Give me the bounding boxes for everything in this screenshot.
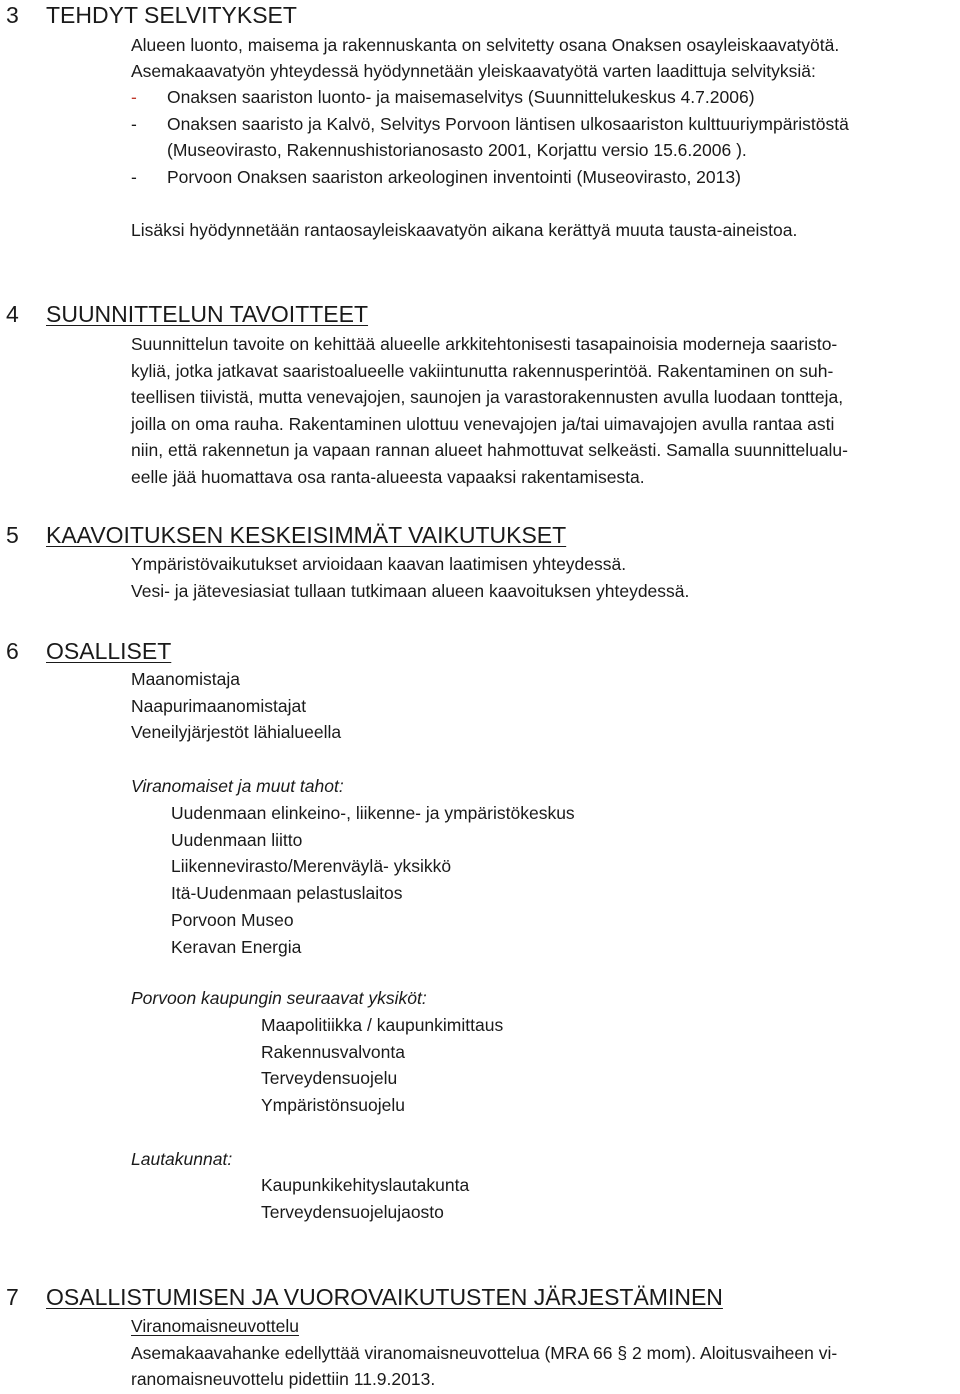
s3-list-item-3	[131, 164, 741, 191]
s3-intro-line-2: Asemakaavatyön yhteydessä hyödynnetään yleiskaavatyötä varten laadittuja selvityksiä:	[131, 61, 816, 81]
list-dash: -	[131, 114, 137, 134]
s6-units-list	[261, 1012, 503, 1119]
s4-line-6: eelle jää huomattava osa ranta-alueesta vapaaksi rakentamisesta.	[131, 467, 645, 487]
section-5-heading	[6, 521, 566, 549]
s4-line-3: teellisen tiivistä, mutta venevajojen, saunojen ja varastorakennusten avulla luodaan tontteja,	[131, 387, 844, 407]
list-item: Porvoon Museo	[171, 909, 294, 930]
s6-units-label: Porvoon kaupungin seuraavat yksiköt:	[131, 988, 427, 1008]
list-item: Kaupunkikehityslautakunta	[261, 1175, 470, 1195]
section-4-title: SUUNNITTELUN TAVOITTEET	[46, 301, 369, 327]
list-item: Uudenmaan elinkeino-, liikenne- ja ympäristökeskus	[171, 803, 575, 823]
s3-list-item-1	[131, 84, 755, 111]
list-item: Maanomistaja	[131, 669, 240, 689]
s7-subheading: Viranomaisneuvottelu	[131, 1316, 299, 1336]
section-7-number: 7	[6, 1284, 19, 1310]
section-3-heading	[6, 1, 297, 29]
s7-line-2: ranomaisneuvottelu pidettiin 11.9.2013.	[131, 1369, 436, 1389]
s6-boards-label: Lautakunnat:	[131, 1149, 233, 1169]
section-3-title: TEHDYT SELVITYKSET	[46, 2, 297, 28]
list-item: Terveydensuojelujaosto	[261, 1201, 444, 1222]
list-item-text: Onaksen saariston luonto- ja maisemaselvitys (Suunnittelukeskus 4.7.2006)	[167, 87, 755, 107]
s4-line-2: kyliä, jotka jatkavat saaristoalueelle vakiintunutta rakennusperintöä. Rakentaminen on suh-	[131, 361, 834, 381]
list-item: Itä-Uudenmaan pelastuslaitos	[171, 883, 403, 904]
section-6-heading	[6, 637, 171, 665]
s3-extra-note: Lisäksi hyödynnetään rantaosayleiskaavatyön aikana kerättyä muuta tausta-aineistoa.	[131, 220, 798, 240]
list-item: Keravan Energia	[171, 936, 302, 957]
section-5-number: 5	[6, 522, 19, 548]
section-6-number: 6	[6, 638, 19, 664]
s3-list-item-2-cont: (Museovirasto, Rakennushistorianosasto 2001, Korjattu versio 15.6.2006 ).	[167, 140, 747, 160]
s6-authorities-label: Viranomaiset ja muut tahot:	[131, 776, 344, 796]
s3-list-item-2	[131, 111, 849, 138]
list-item: Liikennevirasto/Merenväylä- yksikkö	[171, 856, 452, 877]
list-item-text: Porvoon Onaksen saariston arkeologinen inventointi (Museovirasto, 2013)	[167, 167, 741, 187]
s6-stakeholder-list	[131, 666, 341, 746]
list-item: Veneilyjärjestöt lähialueella	[131, 722, 342, 743]
section-7-heading	[6, 1283, 723, 1311]
section-3-number: 3	[6, 2, 19, 28]
s4-line-5: niin, että rakennetun ja vapaan rannan alueet hahmottuvat selkeästi. Samalla suunnittelualu-	[131, 440, 848, 460]
s5-line-2: Vesi- ja jätevesiasiat tullaan tutkimaan alueen kaavoituksen yhteydessä.	[131, 581, 690, 601]
list-dash: -	[131, 87, 137, 107]
section-5-title: KAAVOITUKSEN KESKEISIMMÄT VAIKUTUKSET	[46, 522, 567, 548]
section-6-title: OSALLISET	[46, 638, 172, 664]
section-7-title: OSALLISTUMISEN JA VUOROVAIKUTUSTEN JÄRJESTÄMINEN	[46, 1284, 723, 1310]
list-item: Uudenmaan liitto	[171, 829, 303, 850]
list-item: Maapolitiikka / kaupunkimittaus	[261, 1015, 504, 1035]
s4-line-4: joilla on oma rauha. Rakentaminen ulottuu venevajojen ja/tai uimavajojen avulla rantaa asti	[131, 414, 835, 434]
list-item: Naapurimaanomistajat	[131, 695, 307, 716]
s3-intro-line-1: Alueen luonto, maisema ja rakennuskanta on selvitetty osana Onaksen osayleiskaavatyötä.	[131, 35, 840, 55]
s6-authorities-list	[171, 800, 575, 960]
list-item: Ympäristönsuojelu	[261, 1095, 405, 1116]
s5-line-1: Ympäristövaikutukset arvioidaan kaavan laatimisen yhteydessä.	[131, 554, 627, 574]
s7-line-1: Asemakaavahanke edellyttää viranomaisneuvottelua (MRA 66 § 2 mom). Aloitusvaiheen vi-	[131, 1343, 838, 1363]
s4-line-1: Suunnittelun tavoite on kehittää alueelle arkkitehtonisesti tasapainoisia moderneja saaristo-	[131, 334, 838, 354]
list-item: Terveydensuojelu	[261, 1068, 398, 1089]
list-item: Rakennusvalvonta	[261, 1041, 405, 1062]
list-dash: -	[131, 167, 137, 187]
s6-boards-list	[261, 1172, 469, 1225]
list-item-text: Onaksen saaristo ja Kalvö, Selvitys Porvoon läntisen ulkosaariston kulttuuriympäristöstä	[167, 114, 849, 134]
section-4-heading	[6, 300, 368, 328]
section-4-number: 4	[6, 301, 19, 327]
